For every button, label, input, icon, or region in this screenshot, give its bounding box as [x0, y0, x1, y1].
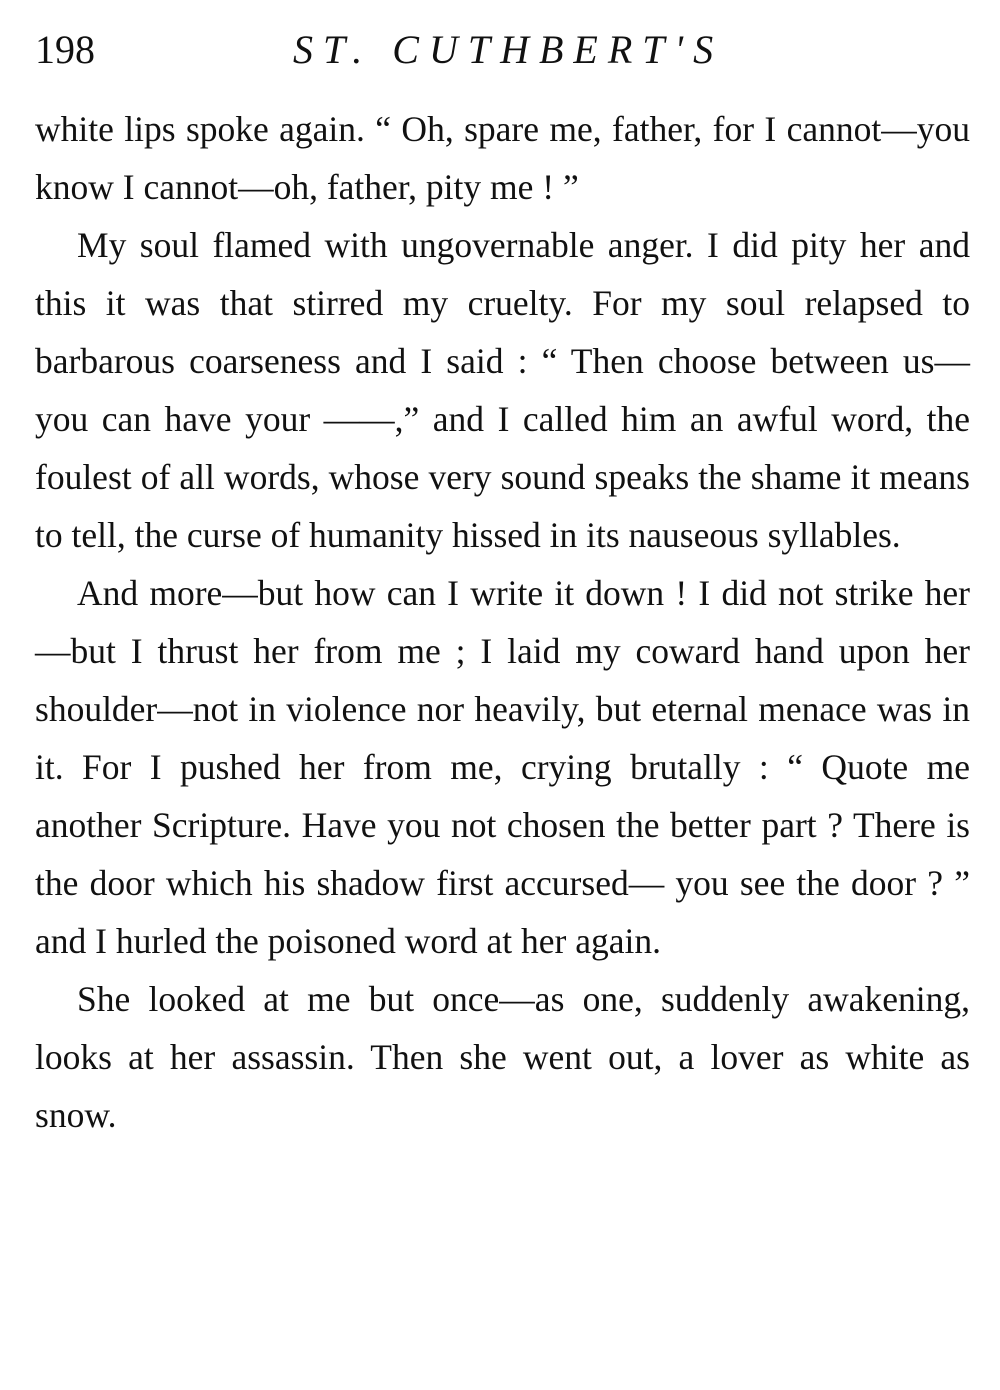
page-header	[35, 22, 970, 82]
paragraph: She looked at me but once—as one, suddenly awakening, looks at her assassin. Then she went out, a lover as white as snow.	[35, 979, 970, 1135]
body-text	[35, 100, 970, 1144]
paragraph: My soul flamed with ungovernable anger. I did pity her and this it was that stirred my cruelty. For my soul relapsed to barbarous coarseness and I said : “ Then choose between us—you can have your ——,” and I called him an awful word, the foulest of all words, whose very sound speaks the shame it means to tell, the curse of humanity hissed in its nauseous syllables.	[35, 225, 970, 555]
paragraph: And more—but how can I write it down ! I did not strike her—but I thrust her from me ; I laid my coward hand upon her shoulder—not in violence nor heavily, but eternal menace was in it. For I pushed her from me, crying brutally : “ Quote me another Scripture. Have you not chosen the better part ? There is the door which his shadow first accursed— you see the door ? ” and I hurled the poisoned word at her again.	[35, 573, 970, 961]
page-number: 198	[35, 27, 95, 72]
running-head: ST. CUTHBERT'S	[293, 27, 724, 72]
paragraph-continuation: white lips spoke again. “ Oh, spare me, father, for I cannot—you know I cannot—oh, father, pity me ! ”	[35, 109, 970, 207]
